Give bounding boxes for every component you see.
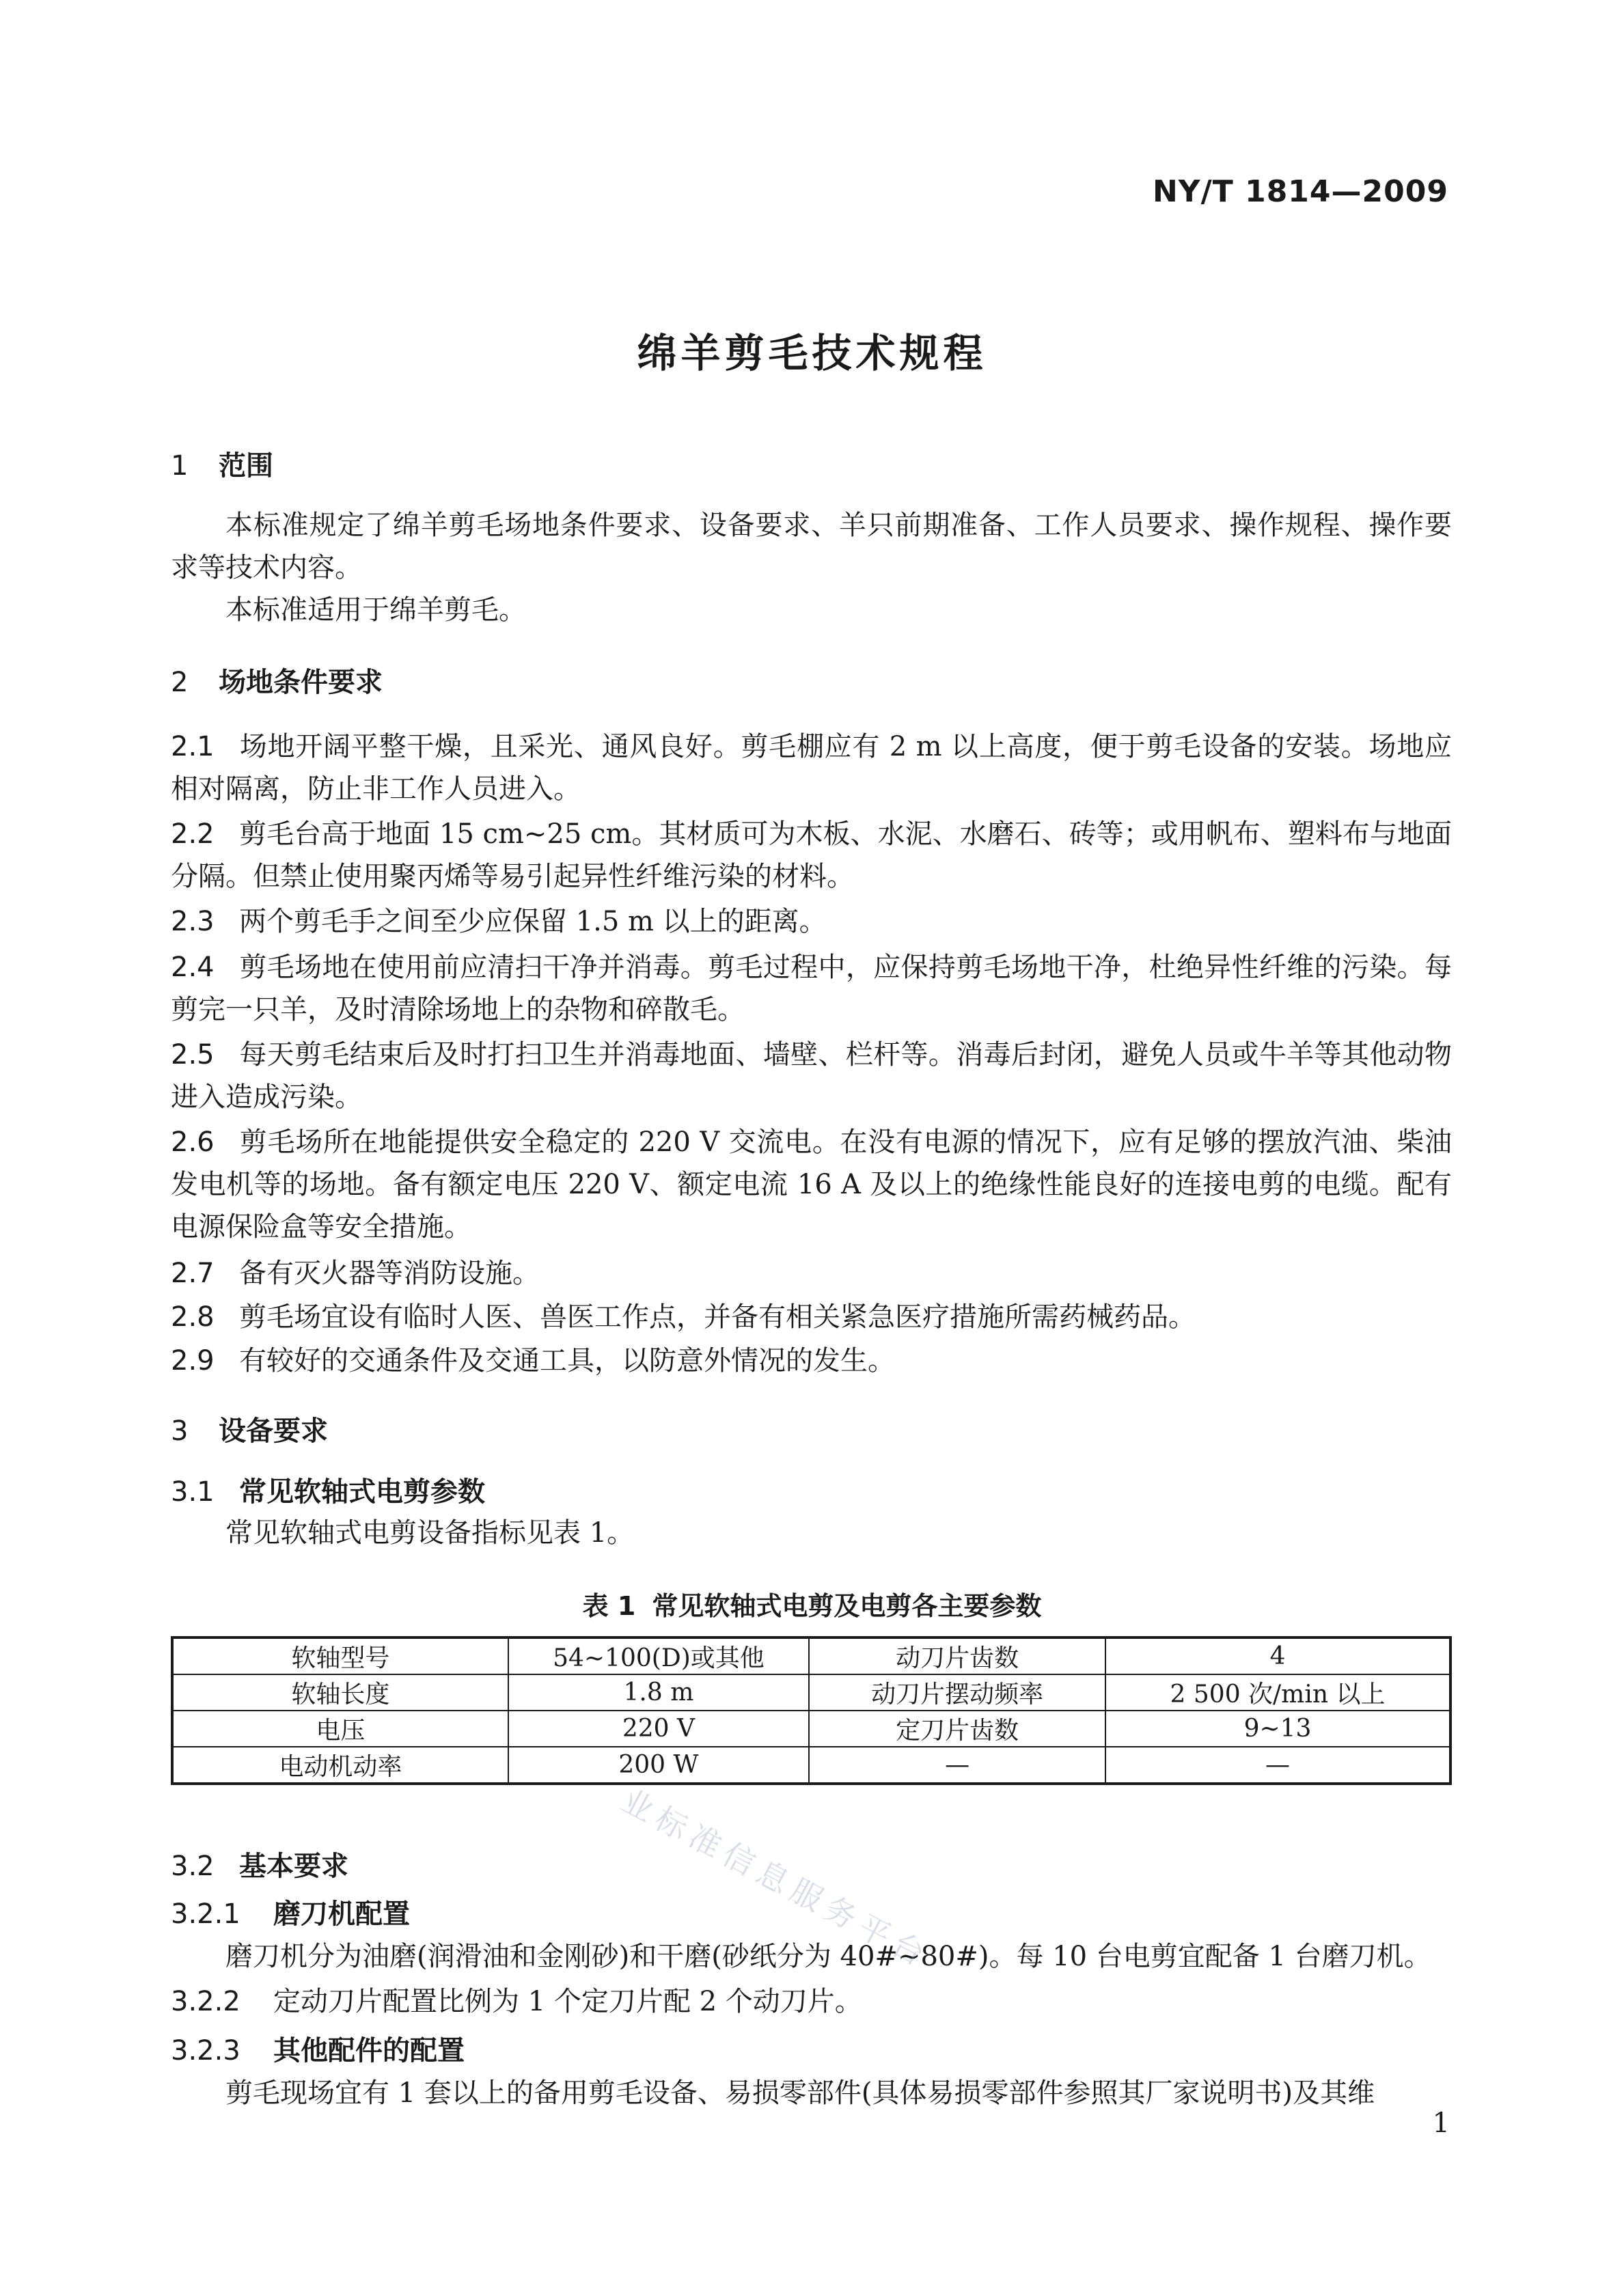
section-number: 2 [171,667,189,698]
subsection-number: 3.2 [171,1851,215,1882]
table-row [172,1747,1450,1784]
table-cell: — [1105,1747,1450,1784]
section-title: 设备要求 [219,1415,328,1447]
table-cell: 4 [1105,1637,1450,1674]
clause-number: 2.6 [171,1126,215,1158]
clause-number: 2.5 [171,1039,215,1070]
subsection-heading [171,2029,465,2068]
paragraph: 本标准适用于绵羊剪毛。 [225,594,526,626]
section-title: 范围 [219,450,273,482]
clause [171,1340,1452,1382]
clause [171,813,1452,898]
clause [171,725,1452,810]
section-heading [171,444,273,483]
table-cell: 软轴型号 [172,1637,508,1674]
subsection-heading [171,1470,485,1509]
clause [171,900,1452,943]
document-title: 绵羊剪毛技术规程 [637,330,987,376]
table-cell: 软轴长度 [172,1674,508,1711]
clause [171,1980,1452,2023]
clause-number: 2.7 [171,1258,215,1289]
subsection-title: 常见软轴式电剪参数 [239,1476,485,1508]
paragraph: 剪毛现场宜有 1 套以上的备用剪毛设备、易损零部件(具体易损零部件参照其厂家说明书)及其维 [225,2077,1375,2109]
clause [171,1121,1452,1248]
table-cell: 电动机动率 [172,1747,508,1784]
clause-text: 每天剪毛结束后及时打扫卫生并消毒地面、墙壁、栏杆等。消毒后封闭，避免人员或牛羊等其他动物进入造成污染。 [171,1039,1452,1113]
clause-number: 2.9 [171,1345,215,1377]
table-cell: 220 V [508,1711,809,1747]
section-heading [171,661,383,700]
clause [171,1034,1452,1118]
page-number: 1 [1432,2107,1450,2139]
clause-number: 3.2.2 [171,1986,240,2017]
parameters-table [171,1636,1452,1785]
table-caption-title: 常见软轴式电剪及电剪各主要参数 [652,1591,1042,1621]
clause-text: 剪毛场地在使用前应清扫干净并消毒。剪毛过程中，应保持剪毛场地干净，杜绝异性纤维的污染。每剪完一只羊，及时清除场地上的杂物和碎散毛。 [171,952,1452,1025]
table-cell: 9~13 [1105,1711,1450,1747]
table-caption [0,1585,1624,1622]
table-cell: 200 W [508,1747,809,1784]
paragraph: 磨刀机分为油磨(润滑油和金刚砂)和干磨(砂纸分为 40#~80#)。每 10 台电剪宜配备 1 台磨刀机。 [225,1941,1431,1972]
clause-number: 2.1 [171,731,215,762]
table-cell: 2 500 次/min 以上 [1105,1674,1450,1711]
table-cell: 动刀片齿数 [809,1637,1105,1674]
table-cell: 54~100(D)或其他 [508,1637,809,1674]
clause-text: 两个剪毛手之间至少应保留 1.5 m 以上的距离。 [239,906,827,937]
clause-text: 剪毛台高于地面 15 cm~25 cm。其材质可为木板、水泥、水磨石、砖等；或用帆布、塑料布与地面分隔。但禁止使用聚丙烯等易引起异性纤维污染的材料。 [171,818,1452,892]
clause-number: 2.3 [171,906,215,937]
clause-text: 定动刀片配置比例为 1 个定刀片配 2 个动刀片。 [273,1986,862,2017]
clause-text: 场地开阔平整干燥，且采光、通风良好。剪毛棚应有 2 m 以上高度，便于剪毛设备的安装。场地应相对隔离，防止非工作人员进入。 [171,731,1452,805]
watermark: 业标准信息服务平台 [615,1781,937,1976]
clause-text: 剪毛场所在地能提供安全稳定的 220 V 交流电。在没有电源的情况下，应有足够的摆放汽油、柴油发电机等的场地。备有额定电压 220 V、额定电流 16 A 及以上的绝缘性能良好的连接电剪的电缆。配有电源保险盒等安全措施。 [171,1126,1452,1243]
subsection-heading [171,1892,410,1931]
subsection-heading [171,1844,348,1883]
subsection-number: 3.1 [171,1476,215,1508]
section-title: 场地条件要求 [219,667,383,698]
table-row [172,1711,1450,1747]
table-row [172,1674,1450,1711]
clause-number: 2.8 [171,1301,215,1333]
paragraph: 本标准规定了绵羊剪毛场地条件要求、设备要求、羊只前期准备、工作人员要求、操作规程、操作要求等技术内容。 [171,510,1452,583]
table-cell: 动刀片摆动频率 [809,1674,1105,1711]
clause-number: 2.2 [171,818,215,850]
clause [171,1252,1452,1295]
clause [171,946,1452,1031]
paragraph: 常见软轴式电剪设备指标见表 1。 [225,1517,635,1549]
table-cell: — [809,1747,1105,1784]
subsection-number: 3.2.3 [171,2035,240,2066]
section-number: 3 [171,1415,189,1447]
clause-text: 剪毛场宜设有临时人医、兽医工作点，并备有相关紧急医疗措施所需药械药品。 [239,1301,1196,1333]
clause [171,1296,1452,1338]
standard-code: NY/T 1814—2009 [1152,174,1448,209]
subsection-title: 基本要求 [239,1851,348,1882]
table-cell: 定刀片齿数 [809,1711,1105,1747]
table-caption-label: 表 1 [582,1591,636,1621]
clause-text: 有较好的交通条件及交通工具，以防意外情况的发生。 [239,1345,895,1377]
subsection-title: 其他配件的配置 [273,2035,465,2066]
table-cell: 电压 [172,1711,508,1747]
subsection-number: 3.2.1 [171,1898,240,1930]
section-number: 1 [171,450,189,482]
clause-number: 2.4 [171,952,215,983]
section-heading [171,1409,328,1448]
table-row [172,1637,1450,1674]
clause-text: 备有灭火器等消防设施。 [239,1258,540,1289]
subsection-title: 磨刀机配置 [273,1898,410,1930]
table-cell: 1.8 m [508,1674,809,1711]
